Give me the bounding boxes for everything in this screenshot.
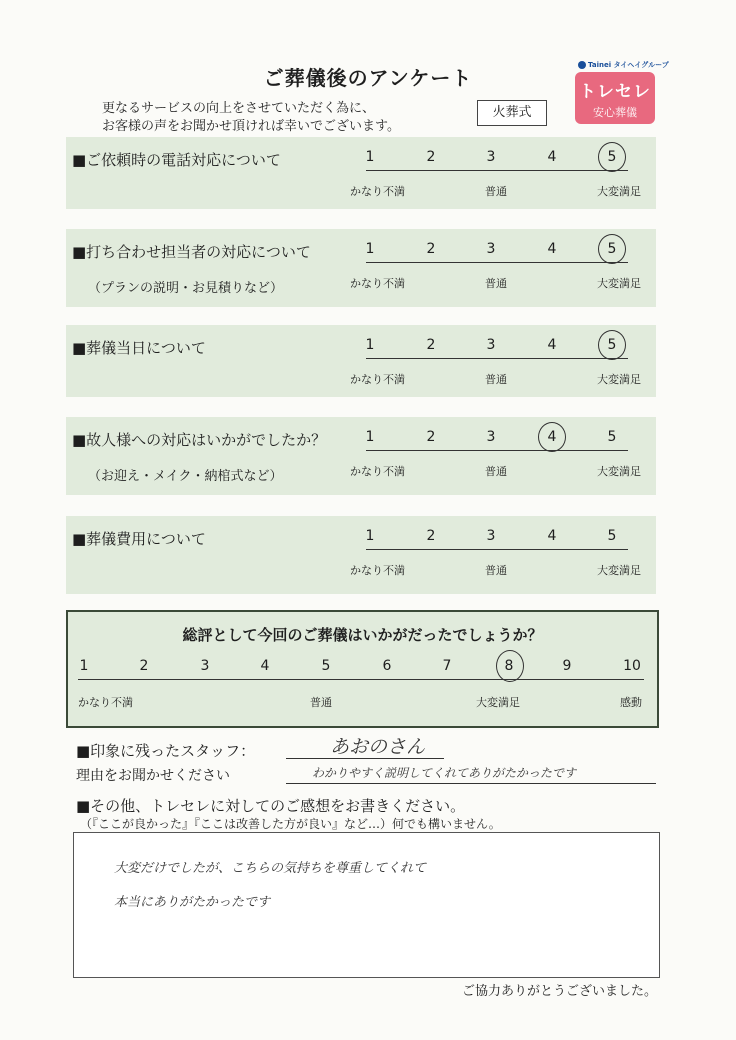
- overall-number-2: 2: [139, 658, 149, 674]
- question-subtext: （お迎え・メイク・納棺式など）: [88, 469, 283, 484]
- scale-line: [366, 358, 628, 359]
- overall-title: 総評として今回のご葬儀はいかがだったでしょうか？: [182, 626, 543, 644]
- scale-number-2: 2: [426, 528, 436, 544]
- label-low: かなり不満: [350, 465, 405, 478]
- scale-number-3: 3: [486, 337, 496, 353]
- question-text: ■打ち合わせ担当者の対応について: [72, 243, 311, 261]
- selected-rating-circle: [538, 422, 566, 452]
- label-mid: 普通: [485, 373, 507, 386]
- scale-number-1: 1: [365, 337, 375, 353]
- comment-line-2: 本当にありがたかったです: [114, 895, 271, 910]
- label-low: かなり不満: [350, 185, 405, 198]
- overall-number-10: 10: [623, 658, 641, 674]
- selected-rating-circle: [598, 234, 626, 264]
- overall-panel: [66, 610, 659, 728]
- question-panel: [66, 229, 656, 307]
- overall-number-7: 7: [442, 658, 452, 674]
- question-panel: [66, 516, 656, 594]
- scale-line: [366, 549, 628, 550]
- scale-number-3: 3: [486, 528, 496, 544]
- question-panel: [66, 325, 656, 397]
- brand-sub: 安心葬儀: [593, 106, 637, 119]
- scale-number-2: 2: [426, 337, 436, 353]
- label-mid: 普通: [485, 564, 507, 577]
- overall-label-low: かなり不満: [78, 696, 133, 709]
- label-low: かなり不満: [350, 564, 405, 577]
- label-low: かなり不満: [350, 277, 405, 290]
- question-text: ■葬儀当日について: [72, 339, 206, 357]
- overall-number-8: 8: [504, 658, 514, 674]
- question-panel: [66, 137, 656, 209]
- staff-label: ■印象に残ったスタッフ：: [76, 742, 256, 760]
- scale-number-3: 3: [486, 429, 496, 445]
- feedback-label: ■その他、トレセレに対してのご感想をお書きください。: [76, 797, 466, 815]
- label-mid: 普通: [485, 465, 507, 478]
- overall-label-top: 感動: [620, 696, 642, 709]
- overall-scale-line: [78, 679, 644, 680]
- scale-number-5: 5: [607, 337, 617, 353]
- label-low: かなり不満: [350, 373, 405, 386]
- scale-number-1: 1: [365, 528, 375, 544]
- scale-number-2: 2: [426, 149, 436, 165]
- group-logo: [578, 60, 669, 70]
- scale-number-2: 2: [426, 241, 436, 257]
- scale-number-5: 5: [607, 429, 617, 445]
- intro-line-1: 更なるサービスの向上をさせていただく為に、: [102, 101, 376, 116]
- intro-text: [102, 100, 400, 136]
- label-high: 大変満足: [597, 373, 641, 386]
- reason-answer: わかりやすく説明してくれてありがたかったです: [312, 766, 577, 780]
- scale-number-4: 4: [547, 429, 557, 445]
- scale-number-3: 3: [486, 241, 496, 257]
- intro-line-2: お客様の声をお聞かせ頂ければ幸いでございます。: [102, 119, 400, 134]
- closing-text: ご協力ありがとうございました。: [462, 984, 658, 999]
- question-text: ■葬儀費用について: [72, 530, 206, 548]
- reason-underline: [286, 783, 656, 784]
- question-text: ■故人様への対応はいかがでしたか？: [72, 431, 327, 449]
- label-mid: 普通: [485, 277, 507, 290]
- comment-line-1: 大変だけでしたが、こちらの気持ちを尊重してくれて: [114, 861, 427, 876]
- scale-number-5: 5: [607, 149, 617, 165]
- page-title: ご葬儀後のアンケート: [263, 66, 473, 90]
- scale-number-5: 5: [607, 241, 617, 257]
- selected-rating-circle: [598, 142, 626, 172]
- scale-number-1: 1: [365, 429, 375, 445]
- scale-line: [366, 170, 628, 171]
- scale-number-4: 4: [547, 528, 557, 544]
- overall-label-mid: 普通: [310, 696, 332, 709]
- ceremony-type-badge: 火葬式: [477, 100, 547, 126]
- overall-selected-circle: [496, 650, 524, 682]
- staff-answer: あおのさん: [330, 736, 426, 758]
- label-mid: 普通: [485, 185, 507, 198]
- overall-number-6: 6: [382, 658, 392, 674]
- label-high: 大変満足: [597, 277, 641, 290]
- selected-rating-circle: [598, 330, 626, 360]
- label-high: 大変満足: [597, 564, 641, 577]
- scale-number-5: 5: [607, 528, 617, 544]
- scale-number-3: 3: [486, 149, 496, 165]
- scale-number-2: 2: [426, 429, 436, 445]
- overall-number-1: 1: [79, 658, 89, 674]
- overall-number-9: 9: [562, 658, 572, 674]
- overall-number-5: 5: [321, 658, 331, 674]
- scale-number-4: 4: [547, 149, 557, 165]
- scale-number-4: 4: [547, 241, 557, 257]
- scale-number-1: 1: [365, 149, 375, 165]
- question-text: ■ご依頼時の電話対応について: [72, 151, 281, 169]
- question-subtext: （プランの説明・お見積りなど）: [88, 281, 284, 296]
- brand-logo: [575, 72, 655, 124]
- overall-number-4: 4: [260, 658, 270, 674]
- scale-number-4: 4: [547, 337, 557, 353]
- label-high: 大変満足: [597, 465, 641, 478]
- scale-line: [366, 450, 628, 451]
- scale-number-1: 1: [365, 241, 375, 257]
- reason-label: 理由をお聞かせください: [76, 768, 230, 784]
- comment-box: [73, 832, 660, 978]
- group-logo-text: Tainei タイヘイグループ: [588, 61, 669, 69]
- feedback-note: （『ここが良かった』『ここは改善した方が良い』など…）何でも構いません。: [80, 817, 501, 831]
- label-high: 大変満足: [597, 185, 641, 198]
- brand-name: トレセレ: [579, 82, 651, 102]
- question-panel: [66, 417, 656, 495]
- overall-label-high: 大変満足: [476, 696, 520, 709]
- overall-number-3: 3: [200, 658, 210, 674]
- group-logo-icon: [578, 61, 586, 69]
- scale-line: [366, 262, 628, 263]
